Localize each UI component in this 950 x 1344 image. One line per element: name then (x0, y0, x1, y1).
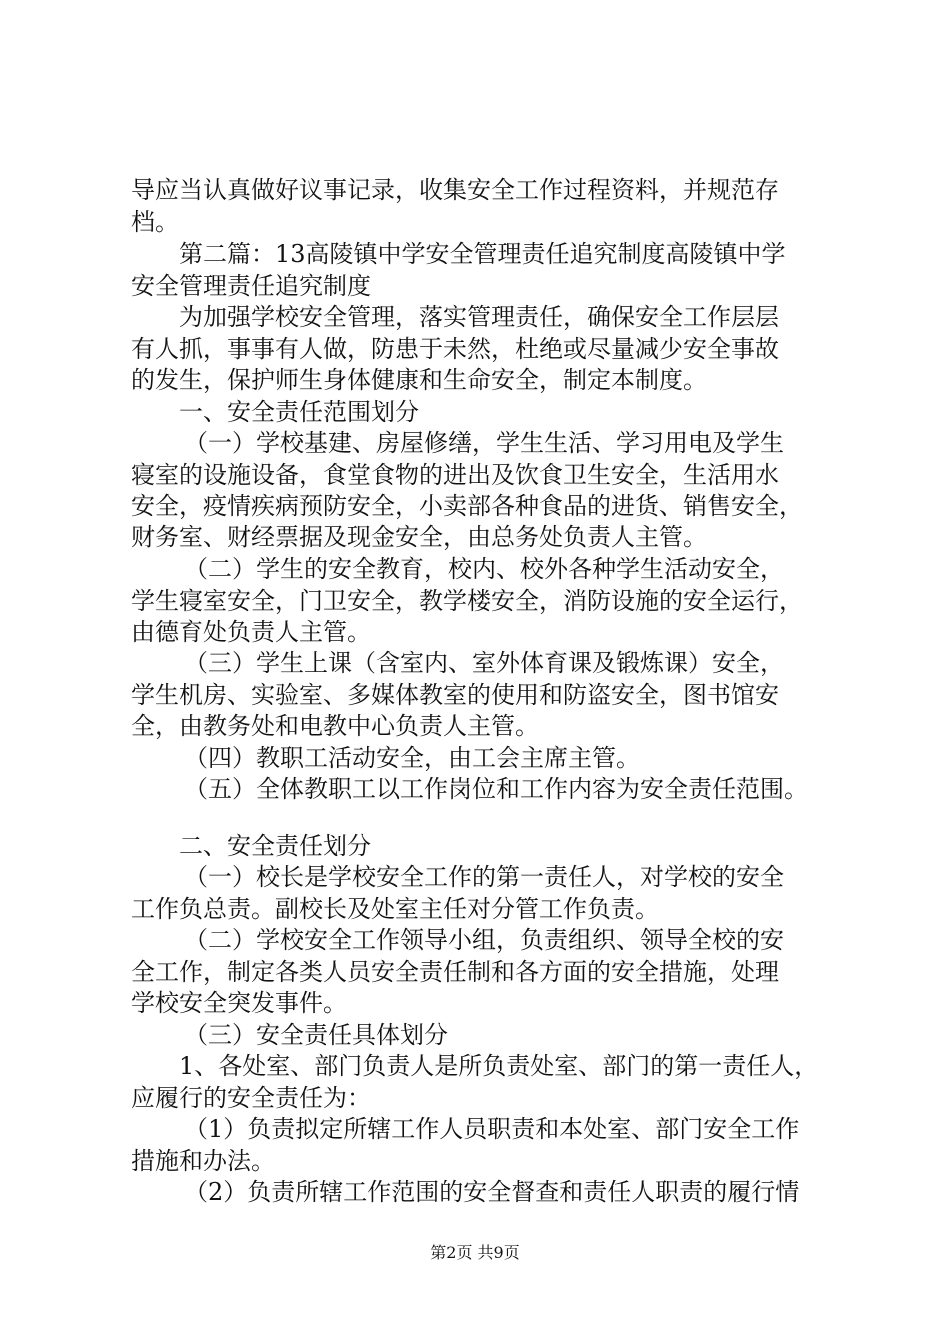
text-line: 安全，疫情疾病预防安全，小卖部各种食品的进货、销售安全， (131, 492, 803, 520)
text-line: （四）教职工活动安全，由工会主席主管。 (184, 744, 640, 772)
text-line: 有人抓，事事有人做，防患于未然，杜绝或尽量减少安全事故 (131, 335, 779, 363)
text-line: （2）负责所辖工作范围的安全督查和责任人职责的履行情 (184, 1178, 800, 1206)
text-line: 学生机房、实验室、多媒体教室的使用和防盗安全，图书馆安 (131, 681, 779, 709)
text-line: 全，由教务处和电教中心负责人主管。 (131, 712, 539, 740)
section-heading: 二、安全责任划分 (179, 832, 371, 860)
text-line: （三）学生上课（含室内、室外体育课及锻炼课）安全， (184, 649, 784, 677)
section-heading: 一、安全责任范围划分 (179, 398, 419, 426)
text-line: 为加强学校安全管理，落实管理责任，确保安全工作层层 (179, 303, 779, 331)
text-line: 措施和办法。 (131, 1147, 275, 1175)
text-line: （一）学校基建、房屋修缮，学生生活、学习用电及学生 (184, 429, 784, 457)
text-line: 导应当认真做好议事记录，收集安全工作过程资料，并规范存 (131, 176, 779, 204)
text-line: （二）学校安全工作领导小组，负责组织、领导全校的安 (184, 926, 784, 954)
text-line: 应履行的安全责任为： (131, 1084, 371, 1112)
section-heading: 第二篇：13高陵镇中学安全管理责任追究制度高陵镇中学 (179, 240, 786, 268)
text-line: 寝室的设施设备，食堂食物的进出及饮食卫生安全，生活用水 (131, 461, 779, 489)
text-line: 由德育处负责人主管。 (131, 618, 371, 646)
text-line: 档。 (131, 208, 179, 236)
text-line: （一）校长是学校安全工作的第一责任人，对学校的安全 (184, 863, 784, 891)
page-number-footer: 第2页 共9页 (430, 1243, 520, 1262)
text-line: （1）负责拟定所辖工作人员职责和本处室、部门安全工作 (184, 1115, 800, 1143)
text-line: （三）安全责任具体划分 (184, 1021, 448, 1049)
text-line: 全工作，制定各类人员安全责任制和各方面的安全措施，处理 (131, 958, 779, 986)
text-line: （二）学生的安全教育，校内、校外各种学生活动安全， (184, 555, 784, 583)
text-line: 学校安全突发事件。 (131, 989, 347, 1017)
text-line: 的发生，保护师生身体健康和生命安全，制定本制度。 (131, 366, 707, 394)
text-line: 学生寝室安全，门卫安全，教学楼安全，消防设施的安全运行， (131, 587, 803, 615)
text-line: 财务室、财经票据及现金安全，由总务处负责人主管。 (131, 523, 707, 551)
text-line: 1、各处室、部门负责人是所负责处室、部门的第一责任人， (179, 1052, 819, 1080)
text-line: （五）全体教职工以工作岗位和工作内容为安全责任范围。 (184, 775, 808, 803)
section-heading: 安全管理责任追究制度 (131, 272, 371, 300)
text-line: 工作负总责。副校长及处室主任对分管工作负责。 (131, 895, 659, 923)
